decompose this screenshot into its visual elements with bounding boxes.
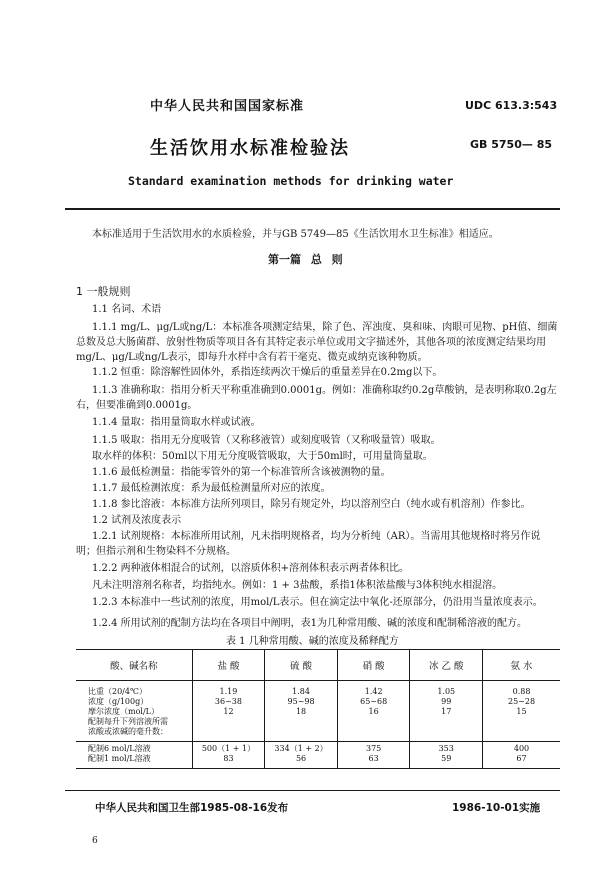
header-divider: [65, 208, 560, 210]
hno3-dilution: 375 63: [337, 742, 410, 769]
table-header-h2so4: 硫 酸: [265, 650, 338, 681]
acetic-dilution: 353 59: [410, 742, 483, 769]
table-header-hno3: 硝 酸: [337, 650, 410, 681]
para-1-1: 1.1 名词、术语: [92, 304, 162, 315]
page-number: 6: [92, 836, 98, 846]
para-1-1-5: 1.1.5 吸取：指用无分度吸管（又称移液管）或刻度吸管（又称吸量管）吸取。: [92, 435, 441, 446]
para-1-2-2: 1.2.2 两种液体相混合的试剂，以溶质体积+溶剂体积表示两者体积比。: [92, 563, 410, 574]
row-labels-dilution: 配制6 mol/L溶液 配制1 mol/L溶液: [88, 744, 151, 763]
para-1-1-8: 1.1.8 参比溶液：本标准方法所列项目，除另有规定外，均以溶剂空白（纯水或有机溶剂）作参比。: [92, 499, 531, 510]
para-1-1-2: 1.1.2 恒重：除溶解性固体外，系指连续两次干燥后的重量差异在0.2mg以下。: [92, 367, 443, 378]
para-1-1-1: 1.1.1 mg/L、μg/L或ng/L：本标准各项测定结果，除了色、浑浊度、臭和味、肉眼可见物、pH值、细菌总数及总大肠菌群、放射性物质等项目各有其特定表示单位或用文字描述外，其他各项的浓度测定结果均用mg/L、μg/L或ng/L表示，即每升水样中含有若干毫克、微克或纳克该种物质。: [76, 322, 558, 363]
acid-base-table: [76, 649, 560, 769]
section-heading: 1 一般规则: [76, 285, 131, 298]
para-1-1-4: 1.1.4 量取：指用量筒取水样或试液。: [92, 417, 261, 428]
document-title: 生活饮用水标准检验法: [150, 138, 350, 159]
para-1-1-3: 1.1.3 准确称取：指用分析天平称重准确到0.0001g。例如：准确称取约0.2g草酸钠，是表明称取0.2g左右，但要准确到0.0001g。: [76, 385, 557, 411]
table-row: [76, 681, 560, 742]
issue-date: 中华人民共和国卫生部1985-08-16发布: [95, 802, 289, 814]
table-header-acetic: 冰 乙 酸: [410, 650, 483, 681]
footer-divider: [65, 790, 560, 791]
para-1-2-4: 1.2.4 所用试剂的配制方法均在各项目中阐明，表1为几种常用酸、碱的浓度和配制稀溶液的配方。: [92, 618, 527, 629]
ammonia-dilution: 400 67: [483, 742, 560, 769]
h2so4-properties: 1.84 95~98 18: [265, 681, 338, 742]
acetic-properties: 1.05 99 17: [410, 681, 483, 742]
hcl-dilution: 500（1 + 1） 83: [192, 742, 265, 769]
ammonia-properties: 0.88 25~28 15: [483, 681, 560, 742]
para-1-2: 1.2 试剂及浓度表示: [92, 515, 182, 526]
para-1-1-6: 1.1.6 最低检测量：指能零管外的第一个标准管所含该被测物的量。: [92, 467, 391, 478]
h2so4-dilution: 334（1 + 2） 56: [265, 742, 338, 769]
para-1-2-1: 1.2.1 试剂规格：本标准所用试剂，凡未指明规格者，均为分析纯（AR）。当需用其他规格时将另作说明；但指示剂和生物染料不分规格。: [76, 531, 541, 557]
intro-paragraph: 本标准适用于生活饮用水的水质检验，并与GB 5749—85《生活饮用水卫生标准》相适应。: [92, 229, 499, 240]
table-row: [76, 742, 560, 769]
para-solvent-note: 凡未注明溶剂名称者，均指纯水。例如：1 + 3盐酸，系指1体积浓盐酸与3体积纯水相混溶。: [92, 580, 503, 591]
udc-code: UDC 613.3:543: [465, 99, 558, 112]
part-heading: 第一篇 总 则: [268, 253, 343, 266]
effective-date: 1986-10-01实施: [452, 802, 541, 814]
hcl-properties: 1.19 36~38 12: [192, 681, 265, 742]
table-header-ammonia: 氨 水: [483, 650, 560, 681]
table-caption: 表 1 几种常用酸、碱的浓度及稀释配方: [226, 636, 399, 647]
hno3-properties: 1.42 65~68 16: [337, 681, 410, 742]
standard-title: 中华人民共和国国家标准: [150, 99, 305, 114]
gb-number: GB 5750— 85: [470, 138, 552, 151]
para-1-2-3: 1.2.3 本标准中一些试剂的浓度，用mol/L表示。但在滴定法中氧化-还原部分，仍沿用当量浓度表示。: [92, 597, 543, 608]
row-labels-properties: 比重（20/4℃） 浓度（g/100g） 摩尔浓度（mol/L） 配制每升下列溶液所需 浓酸或浓碱的毫升数：: [88, 687, 168, 736]
english-title: Standard examination methods for drinking water: [128, 174, 454, 188]
para-sample-volume: 取水样的体积：50ml以下用无分度吸管吸取，大于50ml时，可用量筒量取。: [92, 451, 433, 462]
para-1-1-7: 1.1.7 最低检测浓度：系为最低检测量所对应的浓度。: [92, 483, 331, 494]
table-header-hcl: 盐 酸: [192, 650, 265, 681]
table-header-name: 酸、碱名称: [76, 650, 192, 681]
